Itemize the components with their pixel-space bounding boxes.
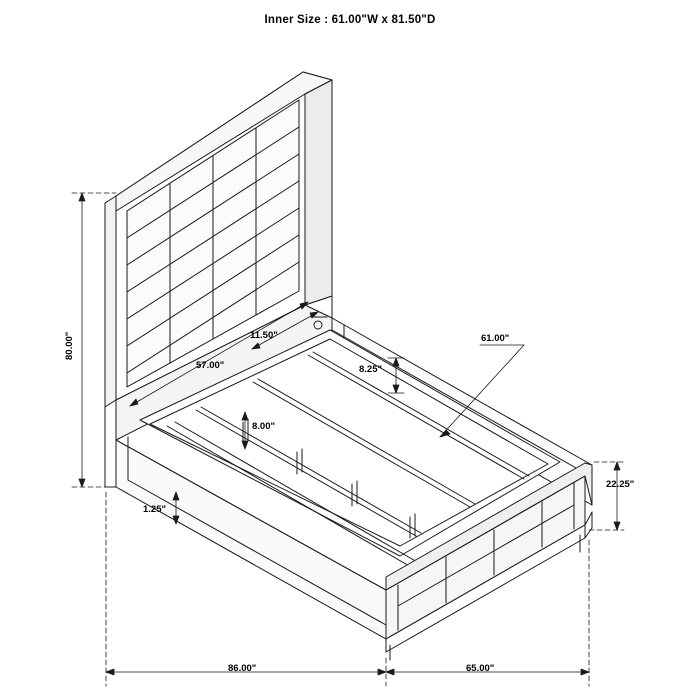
dimension-label-overall-width: 65.00" xyxy=(466,663,495,674)
dimension-label-foot-trim: 1.25" xyxy=(143,504,166,515)
dimension-label-rail-depth: 11.50" xyxy=(250,330,278,341)
dimension-label-headboard-width: 57.00" xyxy=(196,360,225,371)
page-title: Inner Size : 61.00"W x 81.50"D xyxy=(264,14,436,26)
dimension-label-overall-length: 86.00" xyxy=(228,663,257,674)
dimension-label-slat-clearance: 8.00" xyxy=(252,421,275,432)
dimension-label-footboard-height: 22.25" xyxy=(606,479,635,490)
dimension-label-side-rail-height: 8.25" xyxy=(359,364,382,375)
dimension-label-mattress-width: 61.00" xyxy=(481,333,510,344)
dimension-label-headboard-height: 80.00" xyxy=(64,331,75,360)
